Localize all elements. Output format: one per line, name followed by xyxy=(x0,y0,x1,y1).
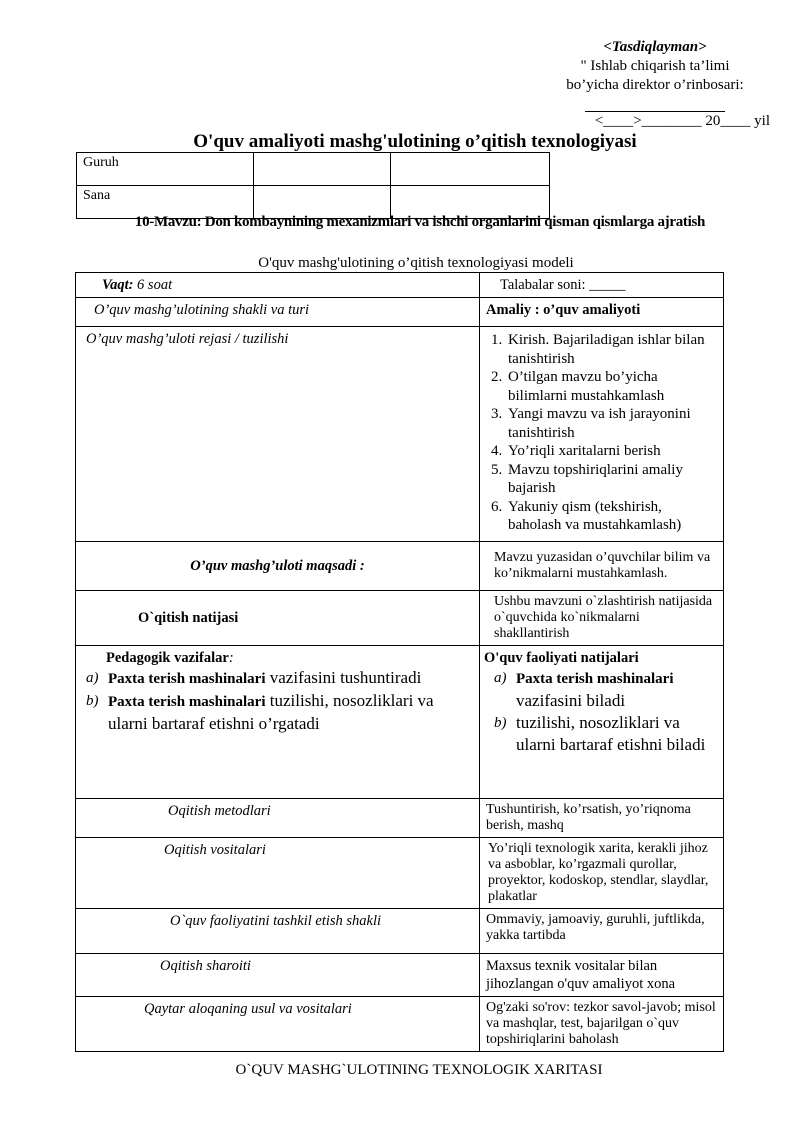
plan-item: 6. Yakuniy qism (tekshirish, baholash va mustahkamlash) xyxy=(506,498,717,535)
table-row xyxy=(76,273,724,298)
approval-title: <Tasdiqlayman> xyxy=(603,39,707,55)
model-table xyxy=(75,272,724,1052)
list-item-text: vazifasini biladi xyxy=(516,690,626,710)
goal-value: Mavzu yuzasidan o’quvchilar bilim va ko’nikmalarni mustahkamlash. xyxy=(480,541,724,590)
list-marker: b) xyxy=(86,692,99,709)
list-item xyxy=(84,690,473,735)
ped-list xyxy=(84,667,473,735)
tools-value: Yo’riqli texnologik xarita, kerakli jihoz va asboblar, ko’rgazmali qurollar, proyektor, kodoskop, stendlar, slaydlar, plakatlar xyxy=(480,837,724,908)
model-title: O'quv mashg'ulotining o’qitish texnologiyasi modeli xyxy=(258,255,574,271)
signature-line xyxy=(585,95,725,112)
table-row xyxy=(76,837,724,908)
list-item xyxy=(492,667,717,712)
page-title: O'quv amaliyoti mashg'ulotining o’qitish texnologiyasi xyxy=(193,131,637,152)
plan-item: 3. Yangi mavzu va ish jarayonini tanishtirish xyxy=(506,405,717,442)
list-item-text: vazifasini tushuntiradi xyxy=(265,667,422,687)
tools-label: Oqitish vositalari xyxy=(76,837,480,908)
time-value: 6 soat xyxy=(133,277,173,293)
table-row xyxy=(76,645,724,798)
goal-label: O’quv mashg’uloti maqsadi : xyxy=(76,541,480,590)
approval-line1: " Ishlab chiqarish ta’limi xyxy=(580,58,730,74)
ped-label: Pedagogik vazifalar xyxy=(106,649,229,666)
list-item xyxy=(492,712,717,756)
plan-item: 4. Yo’riqli xaritalarni berish xyxy=(506,442,717,461)
date-label: Sana xyxy=(77,186,254,219)
table-row xyxy=(76,541,724,590)
table-row xyxy=(76,996,724,1051)
students-cell: Talabalar soni: _____ xyxy=(480,273,724,298)
list-item-bold: Paxta terish mashinalari xyxy=(108,670,266,687)
form-value: Amaliy : o’quv amaliyoti xyxy=(480,298,724,327)
plan-cell xyxy=(480,327,724,542)
group-label: Guruh xyxy=(77,153,254,186)
table-row xyxy=(76,908,724,953)
table-row xyxy=(76,953,724,996)
cond-value: Maxsus texnik vositalar bilan jihozlangan o'quv amaliyot xona xyxy=(480,953,724,996)
time-label: Vaqt: xyxy=(102,277,134,293)
ped-cell xyxy=(76,645,480,798)
approval-block xyxy=(540,38,770,131)
list-item xyxy=(84,667,473,690)
time-cell xyxy=(76,273,480,298)
topic-heading: 10-Mavzu: Don kombaynining mexanizmlari va ishchi organlarini qisman qismlarga ajratish xyxy=(134,214,706,230)
table-row xyxy=(76,298,724,327)
org-value: Ommaviy, jamoaviy, guruhli, juftlikda, yakka tartibda xyxy=(480,908,724,953)
org-label: O`quv faoliyatini tashkil etish shakli xyxy=(76,908,480,953)
plan-item: 1. Kirish. Bajariladigan ishlar bilan tanishtirish xyxy=(506,331,717,368)
plan-label: O’quv mashg’uloti rejasi / tuzilishi xyxy=(76,327,480,542)
plan-list xyxy=(484,331,717,535)
list-item-text: tuzilishi, nosozliklari va ularni bartaraf etishni o’rgatadi xyxy=(108,690,434,733)
list-item-bold: Paxta terish mashinalari xyxy=(516,670,674,687)
table-cell xyxy=(391,153,550,186)
act-cell xyxy=(480,645,724,798)
act-list xyxy=(484,667,717,756)
list-marker: a) xyxy=(86,669,99,686)
methods-label: Oqitish metodlari xyxy=(76,798,480,837)
feedback-value: Og'zaki so'rov: tezkor savol-javob; misol va mashqlar, test, bajarilgan o`quv topshiriqlarini baholash xyxy=(480,996,724,1051)
result-label: O`qitish natijasi xyxy=(76,590,480,645)
table-cell xyxy=(254,153,391,186)
result-value: Ushbu mavzuni o`zlashtirish natijasida o`quvchida ko`nikmalarni shakllantirish xyxy=(480,590,724,645)
footer-title: O`QUV MASHG`ULOTINING TEXNOLOGIK XARITASI xyxy=(235,1062,603,1078)
table-row xyxy=(76,590,724,645)
list-item-bold: Paxta terish mashinalari xyxy=(108,693,266,710)
plan-item: 2. O’tilgan mavzu bo’yicha bilimlarni mustahkamlash xyxy=(506,368,717,405)
approval-date: <____>________ 20____ yil xyxy=(594,113,770,129)
cond-label: Oqitish sharoiti xyxy=(76,953,480,996)
table-row xyxy=(77,153,550,186)
group-table xyxy=(76,152,550,219)
ped-heading xyxy=(84,649,473,667)
list-item-text: tuzilishi, nosozliklari va ularni bartaraf etishni biladi xyxy=(516,712,706,754)
table-row xyxy=(76,327,724,542)
feedback-label: Qaytar aloqaning usul va vositalari xyxy=(76,996,480,1051)
table-row xyxy=(76,798,724,837)
ped-colon: : xyxy=(228,649,234,666)
list-marker: a) xyxy=(494,669,507,686)
form-label: O’quv mashg’ulotining shakli va turi xyxy=(76,298,480,327)
plan-item: 5. Mavzu topshiriqlarini amaliy bajarish xyxy=(506,461,717,498)
approval-line2: bo’yicha direktor o’rinbosari: xyxy=(566,77,744,93)
methods-value: Tushuntirish, ko’rsatish, yo’riqnoma berish, mashq xyxy=(480,798,724,837)
list-marker: b) xyxy=(494,714,507,731)
act-label: O'quv faoliyati natijalari xyxy=(484,649,639,666)
